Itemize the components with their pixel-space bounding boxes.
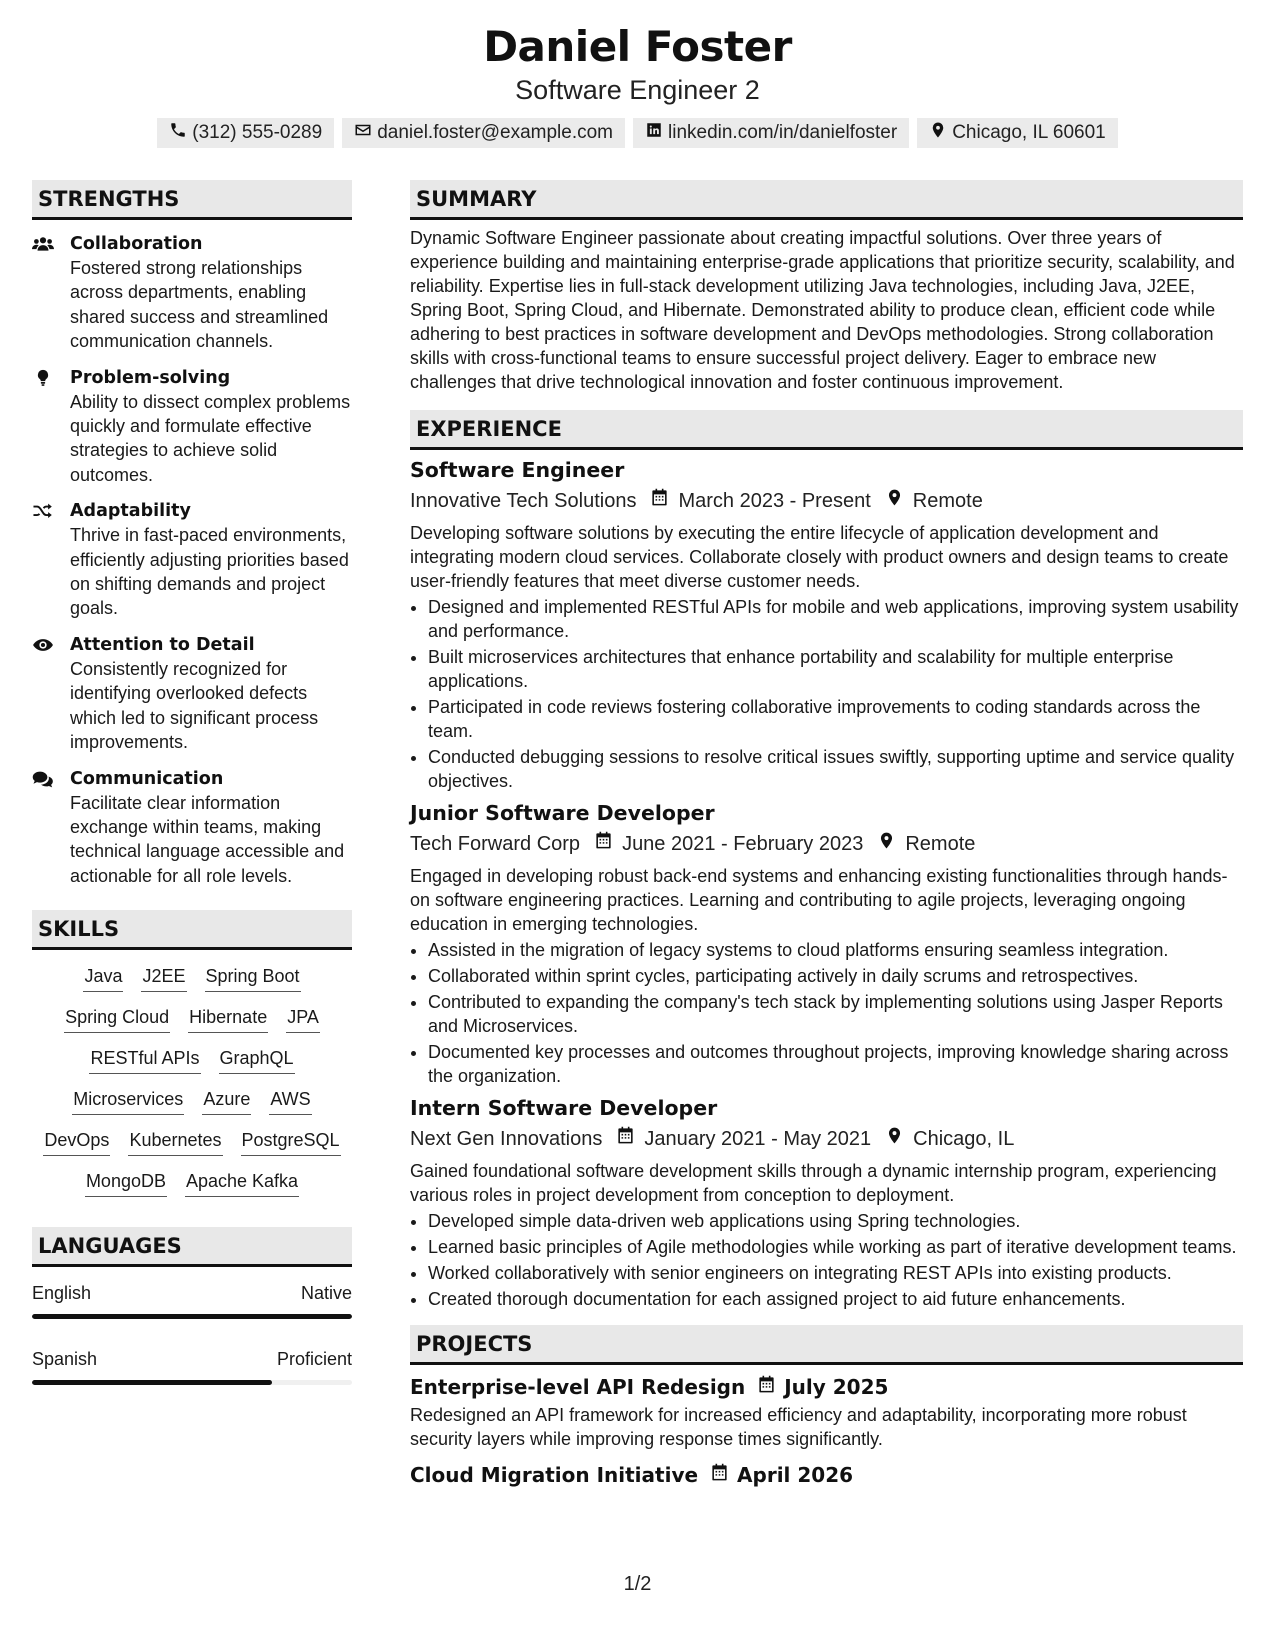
job-title: Junior Software Developer [410,801,715,825]
users-icon [32,232,56,354]
job-title: Software Engineer [410,458,625,482]
skill-tag: Spring Cloud [64,1005,170,1033]
left-column [32,180,352,1489]
map-pin-icon [863,829,905,859]
language-level: Native [300,1283,352,1304]
skill-tag: J2EE [141,964,186,992]
strength-item [32,499,352,621]
job-bullet: • Collaborated within sprint cycles, participating actively in daily scrums and retrospectives. [428,964,1243,988]
job-company: Tech Forward Corp [410,833,581,855]
calendar-icon [698,1461,737,1489]
project-description: Redesigned an API framework for increased efficiency and adaptability, incorporating more robust security layers while improving response times significantly. [410,1405,1187,1449]
skill-tag: RESTful APIs [89,1046,200,1074]
strength-desc: Fostered strong relationships across departments, enabling shared success and streamlined communication channels. [70,258,329,352]
job-entry [410,799,1243,1088]
contact-email[interactable] [342,118,625,148]
comments-icon [32,767,56,889]
job-bullet: • Learned basic principles of Agile methodologies while working as part of iterative development teams. [428,1235,1243,1259]
calendar-icon [602,1124,644,1154]
job-bullet: • Documented key processes and outcomes throughout projects, improving knowledge sharing across the organization. [428,1040,1243,1088]
envelope-icon [354,121,372,145]
language-proficiency-bar [32,1314,352,1319]
calendar-icon [745,1373,784,1401]
strength-title: Attention to Detail [70,634,255,655]
strength-title: Adaptability [70,501,191,522]
skills-heading: SKILLS [32,910,352,950]
skill-tag: MongoDB [85,1169,167,1197]
contact-linkedin[interactable] [633,118,909,148]
skill-tag: DevOps [43,1128,110,1156]
contact-email-text: daniel.foster@example.com [377,122,613,143]
right-column [410,180,1243,1489]
project-entry [410,1373,1243,1451]
job-company: Next Gen Innovations [410,1128,603,1150]
job-location: Chicago, IL [913,1128,1015,1150]
contact-bar [0,118,1275,148]
job-bullets [410,595,1243,793]
skills-list [32,950,352,1197]
skill-tag: Hibernate [188,1005,268,1033]
map-pin-icon [929,121,947,145]
language-name: Spanish [32,1349,98,1370]
job-location: Remote [905,833,976,855]
contact-linkedin-text: linkedin.com/in/danielfoster [668,122,898,143]
language-name: English [32,1283,92,1304]
experience-heading: EXPERIENCE [410,410,1243,450]
skill-tag: Apache Kafka [185,1169,299,1197]
linkedin-icon [645,121,663,145]
job-bullet: • Contributed to expanding the company's tech stack by implementing solutions using Jasper Reports and Microservices. [428,990,1243,1038]
job-bullet: • Created thorough documentation for each assigned project to aid future enhancements. [428,1287,1243,1311]
calendar-icon [636,486,678,516]
language-item [32,1347,352,1385]
job-description: Engaged in developing robust back-end systems and enhancing existing functionalities through hands-on software engineering practices. Learning and contributing to agile projects, leveraging ongoing education in emerging technologies. [410,866,1228,934]
summary-text: Dynamic Software Engineer passionate about creating impactful solutions. Over three years of experience building and maintaining enterprise-grade applications that prioritize security, scalability, and reliability. Expertise lies in full-stack development utilizing Java technologies, including Java, J2EE, Spring Boot, Spring Cloud, and Hibernate. Demonstrated ability to produce clean, efficient code while adhering to best practices in software development and DevOps methodologies. Strong collaboration skills with cross-functional teams to ensure successful project delivery. Eager to embrace new challenges that drive technological innovation and foster continuous improvement. [410,228,1235,392]
lightbulb-icon [32,366,56,488]
strength-desc: Thrive in fast-paced environments, efficiently adjusting priorities based on shifting demands and project goals. [70,525,349,619]
contact-phone[interactable] [157,118,334,148]
job-bullet: • Built microservices architectures that enhance portability and scalability for multiple enterprise applications. [428,645,1243,693]
page-number: 1/2 [623,1573,652,1595]
resume-header [0,0,1275,148]
strength-item [32,767,352,889]
project-entry [410,1461,1243,1489]
project-date: April 2026 [737,1463,854,1487]
project-title: Enterprise-level API Redesign [410,1375,746,1399]
contact-location-text: Chicago, IL 60601 [952,122,1106,143]
strength-desc: Consistently recognized for identifying overlooked defects which led to significant process improvements. [70,658,319,753]
strengths-heading: STRENGTHS [32,180,352,220]
project-title: Cloud Migration Initiative [410,1463,699,1487]
candidate-name: Daniel Foster [483,22,792,71]
language-level: Proficient [276,1349,352,1370]
skill-tag: Microservices [72,1087,184,1115]
job-bullet: • Conducted debugging sessions to resolve critical issues swiftly, supporting uptime and service quality objectives. [428,745,1243,793]
strength-item [32,232,352,354]
skill-tag: PostgreSQL [241,1128,341,1156]
job-bullets [410,1209,1243,1311]
job-bullet: • Designed and implemented RESTful APIs for mobile and web applications, improving system usability and performance. [428,595,1243,643]
strength-desc: Facilitate clear information exchange within teams, making technical language accessible and actionable for all role levels. [70,792,345,886]
phone-icon [169,121,187,145]
job-bullets [410,938,1243,1088]
strength-title: Problem-solving [70,367,231,388]
calendar-icon [580,829,622,859]
job-bullet: • Worked collaboratively with senior engineers on integrating REST APIs into existing products. [428,1261,1243,1285]
job-title: Intern Software Developer [410,1096,718,1120]
skill-tag: Spring Boot [205,964,301,992]
skill-tag: GraphQL [219,1046,295,1074]
contact-phone-text: (312) 555-0289 [192,122,323,143]
language-proficiency-fill [32,1314,352,1319]
map-pin-icon [871,486,913,516]
strength-desc: Ability to dissect complex problems quickly and formulate effective strategies to achieve solid outcomes. [70,391,351,485]
skill-tag: Kubernetes [128,1128,222,1156]
job-bullet: • Developed simple data-driven web applications using Spring technologies. [428,1209,1243,1233]
skill-tag: AWS [269,1087,311,1115]
shuffle-icon [32,499,56,621]
language-item [32,1281,352,1319]
skill-tag: Azure [202,1087,251,1115]
job-description: Gained foundational software development skills through a dynamic internship program, experiencing various roles in project development from conception to deployment. [410,1161,1217,1205]
job-description: Developing software solutions by executing the entire lifecycle of application development and integrating modern cloud services. Collaborate closely with product owners and design teams to create user-friendly features that meet diverse customer needs. [410,523,1229,591]
strength-title: Communication [70,768,224,789]
projects-heading: PROJECTS [410,1325,1243,1365]
job-dates: January 2021 - May 2021 [644,1128,872,1150]
strength-item [32,366,352,488]
strength-item [32,633,352,755]
job-entry [410,1094,1243,1311]
map-pin-icon [871,1124,913,1154]
job-bullet: • Assisted in the migration of legacy systems to cloud platforms ensuring seamless integration. [428,938,1243,962]
languages-heading: LANGUAGES [32,1227,352,1267]
job-location: Remote [912,490,983,512]
job-dates: June 2021 - February 2023 [622,833,864,855]
job-bullet: • Participated in code reviews fostering collaborative improvements to coding standards across the team. [428,695,1243,743]
eye-icon [32,633,56,755]
language-proficiency-fill [32,1380,272,1385]
skill-tag: Java [83,964,123,992]
job-company: Innovative Tech Solutions [410,490,637,512]
skill-tag: JPA [286,1005,320,1033]
job-entry [410,456,1243,793]
strength-title: Collaboration [70,234,203,254]
project-date: July 2025 [784,1375,889,1399]
language-proficiency-bar [32,1380,352,1385]
candidate-title: Software Engineer 2 [515,75,760,105]
job-dates: March 2023 - Present [678,490,871,512]
contact-location [917,118,1118,148]
summary-heading: SUMMARY [410,180,1243,220]
